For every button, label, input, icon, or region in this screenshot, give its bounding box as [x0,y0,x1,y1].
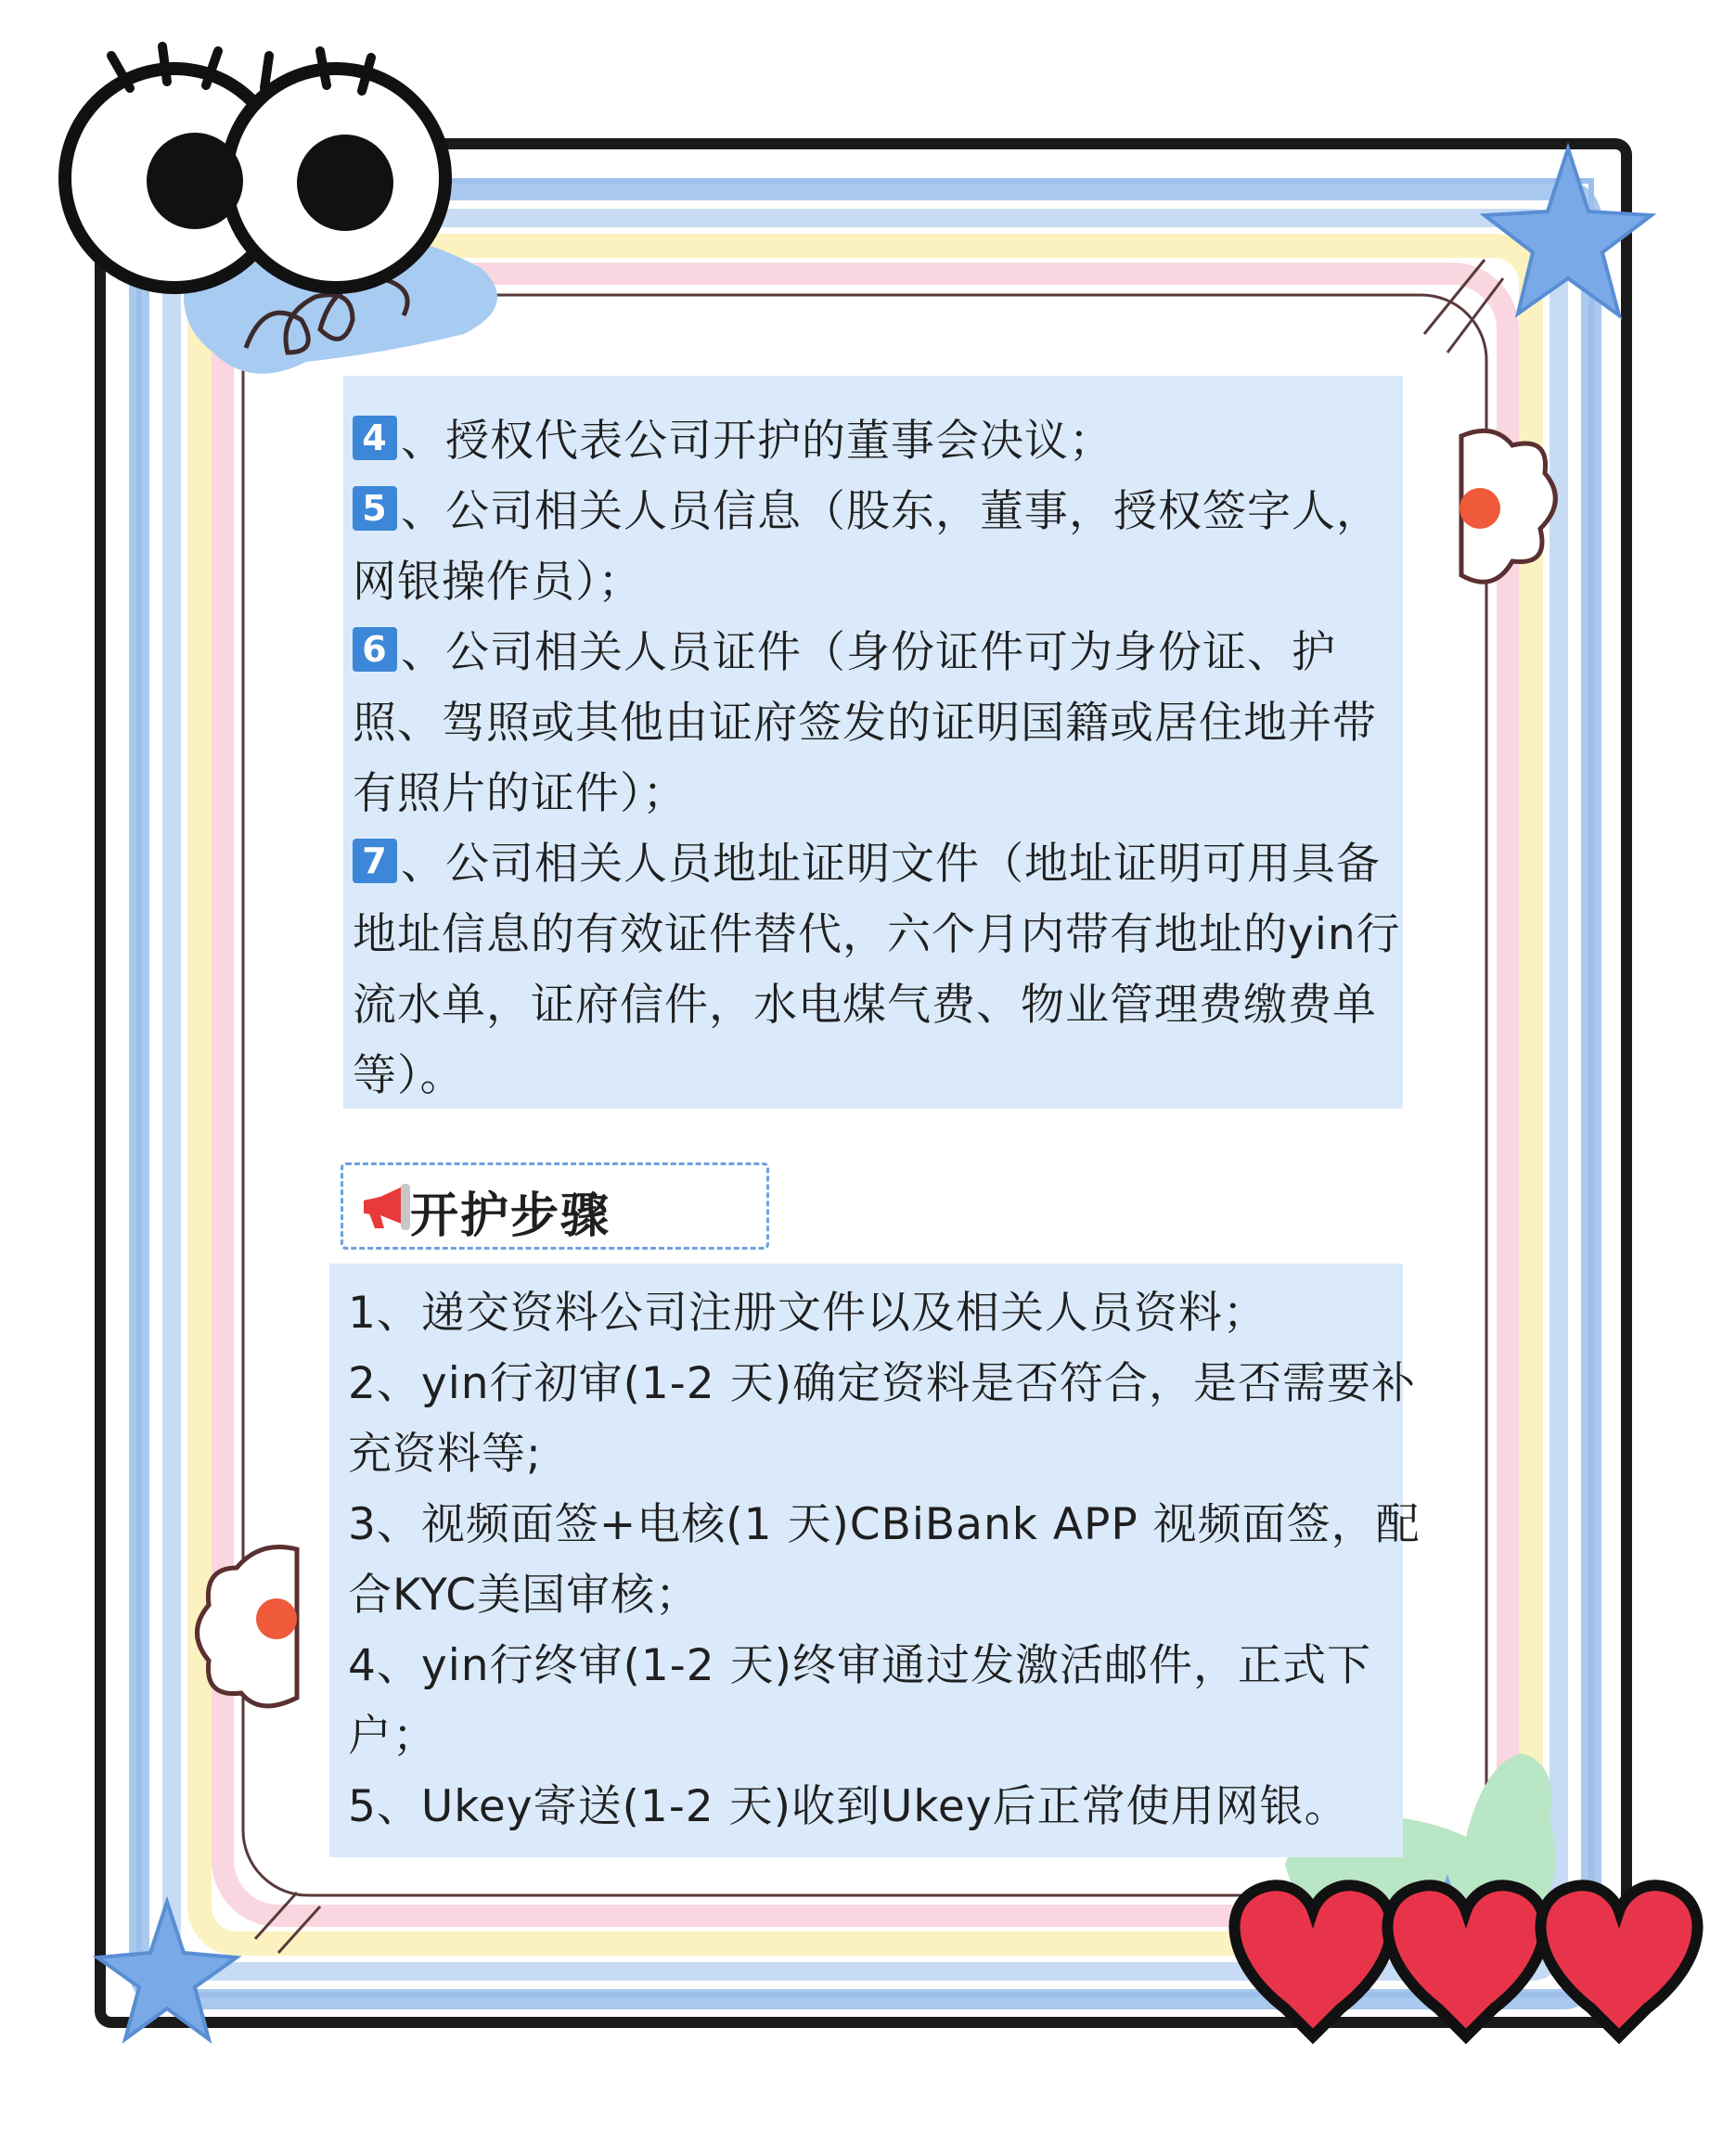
step-3: 3、视频面签+电核(1 天)CBiBank APP 视频面签，配 [348,1499,1421,1550]
step-1: 1、递交资料公司注册文件以及相关人员资料； [348,1288,1267,1339]
requirement-7-cont: 等）。 [353,1050,465,1101]
step-4: 4、yin行终审(1-2 天)终审通过发激活邮件，正式下 [348,1640,1371,1691]
number-badge: 6 [353,627,397,672]
step-2: 2、yin行初审(1-2 天)确定资料是否符合，是否需要补 [348,1358,1416,1409]
eyes-doodle [65,46,445,288]
step-2-cont: 充资料等; [348,1429,542,1480]
step-5: 5、Ukey寄送(1-2 天)收到Ukey后正常使用网银。 [348,1781,1349,1832]
number-badge: 7 [353,839,397,883]
section-heading [341,1162,769,1250]
requirement-6-cont: 有照片的证件）； [353,768,688,819]
heart-icon [1540,1885,1697,2036]
requirement-6-cont: 照、驾照或其他由证府签发的证明国籍或居住地并带 [353,698,1377,749]
heart-icon [1387,1885,1544,2036]
section-heading-text: 开护步骤 [410,1188,611,1244]
requirement-5-cont: 网银操作员）； [353,557,643,608]
number-badge: 5 [353,486,397,531]
megaphone-icon [360,1184,414,1230]
heart-icon [1234,1885,1391,2036]
number-badge: 4 [353,416,397,460]
requirement-7: 7 、公司相关人员地址证明文件（地址证明可用具备 [353,829,1381,900]
requirement-4: 4 、授权代表公司开护的董事会决议； [353,406,1113,477]
requirement-7-cont: 流水单，证府信件，水电煤气费、物业管理费缴费单 [353,980,1377,1031]
step-3-cont: 合KYC美国审核； [348,1570,701,1621]
requirement-5: 5 、公司相关人员信息（股东，董事，授权签字人， [353,477,1381,547]
requirement-7-cont: 地址信息的有效证件替代，六个月内带有地址的yin行 [353,909,1401,960]
step-4-cont: 户； [348,1711,437,1762]
requirement-6: 6 、公司相关人员证件（身份证件可为身份证、护 [353,618,1336,688]
